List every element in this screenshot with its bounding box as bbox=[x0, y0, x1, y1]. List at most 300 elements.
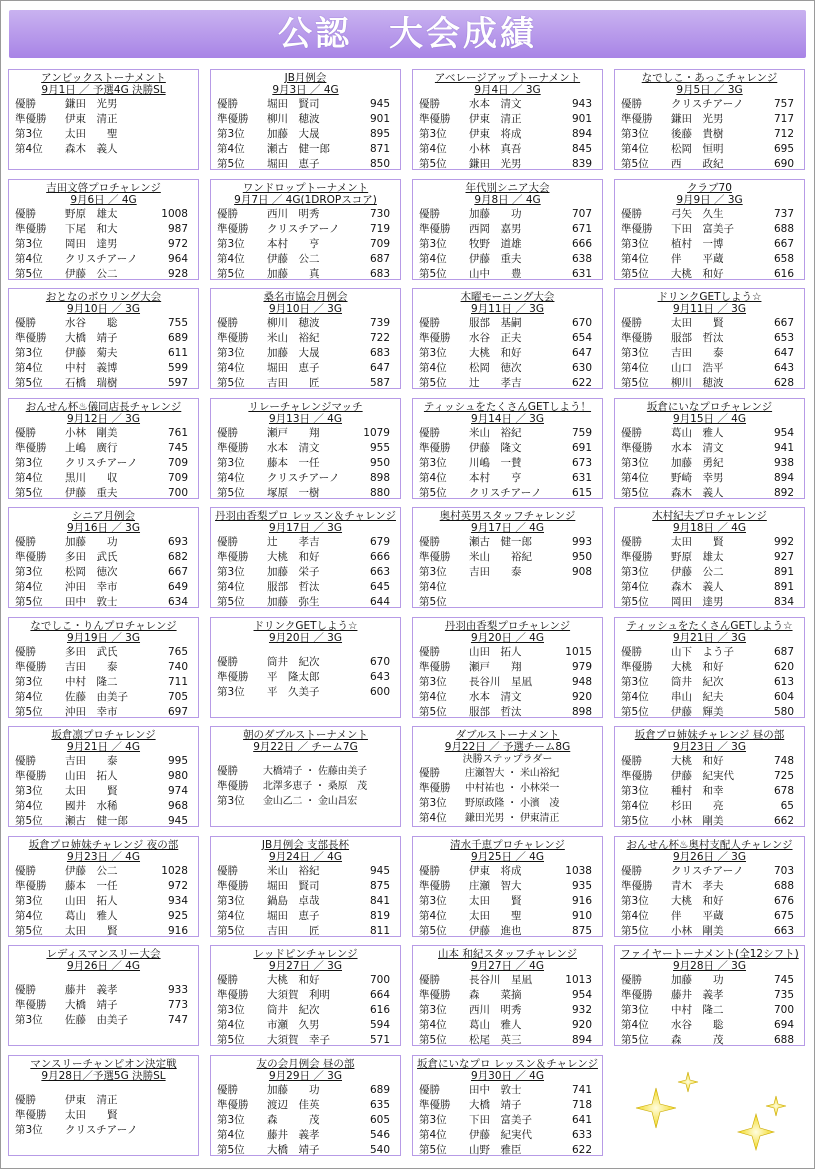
result-row bbox=[413, 346, 602, 361]
result-player: 植村 一博 bbox=[671, 238, 724, 250]
result-player: 堀田 恵子 bbox=[267, 362, 320, 374]
result-score: 935 bbox=[571, 880, 592, 892]
tournament-card bbox=[8, 507, 199, 608]
result-rank: 準優勝 bbox=[15, 223, 47, 235]
tournament-name: なでしこ・りんプロチャレンジ bbox=[30, 620, 177, 632]
result-row bbox=[211, 595, 400, 608]
result-player: 田中 敦士 bbox=[469, 1084, 522, 1096]
result-player: 伊藤 紀実代 bbox=[671, 770, 734, 782]
tournament-date: 9月16日 ／ 3G bbox=[66, 522, 141, 534]
result-rank: 第5位 bbox=[621, 158, 649, 170]
tournament-name: おとなのボウリング大会 bbox=[45, 291, 162, 303]
result-rank: 優勝 bbox=[419, 208, 440, 220]
result-player: 瀬戸 翔 bbox=[267, 427, 320, 439]
result-rank: 優勝 bbox=[15, 536, 36, 548]
result-score: 894 bbox=[571, 1034, 592, 1046]
result-rank: 準優勝 bbox=[15, 113, 47, 125]
tournament-date: 9月5日 ／ 3G bbox=[676, 84, 743, 96]
result-rank: 優勝 bbox=[621, 865, 642, 877]
result-score: 819 bbox=[369, 910, 390, 922]
result-row bbox=[615, 580, 804, 595]
result-rank: 第4位 bbox=[15, 581, 43, 593]
result-player: 川嶋 一賛 bbox=[469, 457, 522, 469]
result-rank: 第3位 bbox=[217, 566, 245, 578]
tournament-date: 9月26日 ／ 3G bbox=[672, 851, 747, 863]
result-player: 北澤多恵子 ・ 桑原 茂 bbox=[263, 781, 367, 792]
result-score: 1079 bbox=[363, 427, 390, 439]
result-row bbox=[615, 486, 804, 499]
result-rank: 第5位 bbox=[621, 815, 649, 827]
result-row bbox=[9, 1108, 198, 1123]
tournament-date: 9月14日 ／ 3G bbox=[470, 413, 545, 425]
result-player: 伴 平蔵 bbox=[671, 253, 724, 265]
tournament-name: おんせん杯♨儀同店長チャレンジ bbox=[25, 401, 182, 413]
result-row bbox=[9, 690, 198, 705]
result-rank: 第5位 bbox=[15, 815, 43, 827]
result-player: 鎌田 光男 bbox=[65, 98, 118, 110]
result-player: 加藤 功 bbox=[469, 208, 522, 220]
result-row bbox=[9, 267, 198, 280]
result-rank: 第3位 bbox=[621, 128, 649, 140]
result-rank: 準優勝 bbox=[621, 989, 653, 1001]
result-score: 687 bbox=[773, 646, 794, 658]
tournament-card bbox=[210, 288, 401, 389]
result-score: 740 bbox=[167, 661, 188, 673]
tournament-date: 9月20日 ／ 3G bbox=[268, 632, 343, 644]
result-rank: 第4位 bbox=[621, 691, 649, 703]
result-row bbox=[413, 550, 602, 565]
result-rank: 優勝 bbox=[15, 755, 36, 767]
result-rank: 第3位 bbox=[15, 1014, 43, 1026]
result-row bbox=[211, 456, 400, 471]
result-score: 633 bbox=[571, 1129, 592, 1141]
result-score: 622 bbox=[571, 377, 592, 389]
result-row bbox=[211, 1033, 400, 1046]
result-row bbox=[9, 983, 198, 998]
result-player: 加藤 弥生 bbox=[267, 596, 320, 608]
result-row bbox=[211, 441, 400, 456]
result-player: 串山 紀夫 bbox=[671, 691, 724, 703]
result-row bbox=[413, 1128, 602, 1143]
tournament-card bbox=[210, 69, 401, 170]
result-rank: 第4位 bbox=[621, 472, 649, 484]
result-score: 811 bbox=[369, 925, 390, 937]
result-row bbox=[615, 127, 804, 142]
result-score: 653 bbox=[773, 332, 794, 344]
result-row bbox=[211, 112, 400, 127]
result-player: 山田 拓人 bbox=[65, 895, 118, 907]
result-row bbox=[413, 1083, 602, 1098]
result-player: 中村 隆二 bbox=[671, 1004, 724, 1016]
result-player: 柳川 穂波 bbox=[671, 377, 724, 389]
result-rank: 優勝 bbox=[621, 98, 642, 110]
result-player: 伊藤 公二 bbox=[65, 865, 118, 877]
result-rank: 準優勝 bbox=[621, 223, 653, 235]
result-score: 898 bbox=[369, 472, 390, 484]
result-player: 松岡 徳次 bbox=[65, 566, 118, 578]
tournament-card bbox=[614, 288, 805, 389]
result-row bbox=[615, 1003, 804, 1018]
result-player: 本村 亨 bbox=[469, 472, 522, 484]
result-score: 634 bbox=[167, 596, 188, 608]
result-rank: 第5位 bbox=[419, 925, 447, 937]
result-score: 65 bbox=[780, 800, 794, 812]
result-player: 杉田 亮 bbox=[671, 800, 724, 812]
tournament-card bbox=[8, 398, 199, 499]
result-row bbox=[211, 580, 400, 595]
result-player: 筒井 紀次 bbox=[267, 1004, 320, 1016]
result-player: 大橋靖子 ・ 佐藤由美子 bbox=[263, 766, 367, 777]
result-player: 金山乙二 ・ 金山昌宏 bbox=[263, 796, 358, 807]
tournament-card bbox=[412, 69, 603, 170]
result-score: 678 bbox=[773, 785, 794, 797]
result-row bbox=[615, 361, 804, 376]
result-score: 691 bbox=[571, 442, 592, 454]
tournament-name: 木曜モーニング大会 bbox=[460, 291, 555, 303]
tournament-date: 9月17日 ／ 3G bbox=[268, 522, 343, 534]
result-rank: 準優勝 bbox=[15, 442, 47, 454]
result-row bbox=[9, 909, 198, 924]
result-rank: 第4位 bbox=[419, 472, 447, 484]
result-rank: 優勝 bbox=[15, 208, 36, 220]
result-player: 伊東 清正 bbox=[65, 1094, 118, 1106]
result-row bbox=[615, 784, 804, 799]
result-score: 693 bbox=[167, 536, 188, 548]
result-rank: 第4位 bbox=[217, 1129, 245, 1141]
result-rank: 第3位 bbox=[621, 895, 649, 907]
tournament-name: 坂倉プロ姉妹チャレンジ 夜の部 bbox=[28, 839, 179, 851]
result-score: 580 bbox=[773, 706, 794, 718]
tournament-name: 坂倉凛プロチャレンジ bbox=[51, 729, 156, 741]
result-row bbox=[615, 441, 804, 456]
result-rank: 優勝 bbox=[217, 536, 238, 548]
result-rank: 第3位 bbox=[419, 797, 447, 809]
result-rank: 準優勝 bbox=[15, 880, 47, 892]
result-score: 920 bbox=[571, 691, 592, 703]
result-rank: 準優勝 bbox=[419, 880, 451, 892]
result-player: 松岡 徳次 bbox=[469, 362, 522, 374]
result-rank: 第5位 bbox=[621, 706, 649, 718]
tournament-name: おんせん杯♨奥村支配人チャレンジ bbox=[626, 839, 793, 851]
tournament-card bbox=[412, 1055, 603, 1156]
result-player: 加藤 功 bbox=[671, 974, 724, 986]
result-score: 894 bbox=[773, 472, 794, 484]
result-score: 697 bbox=[167, 706, 188, 718]
result-rank: 優勝 bbox=[217, 974, 238, 986]
result-rank: 準優勝 bbox=[217, 223, 249, 235]
tournament-card bbox=[412, 507, 603, 608]
tournament-date: 9月23日 ／ 3G bbox=[672, 741, 747, 753]
result-player: 鍋島 卓哉 bbox=[267, 895, 320, 907]
tournament-date: 9月3日 ／ 4G bbox=[272, 84, 339, 96]
result-player: 長谷川 星凪 bbox=[469, 676, 532, 688]
result-player: 西川 明秀 bbox=[267, 208, 320, 220]
result-player: 藤本 一任 bbox=[65, 880, 118, 892]
result-rank: 優勝 bbox=[621, 317, 642, 329]
result-row bbox=[615, 645, 804, 660]
result-rank: 第4位 bbox=[419, 581, 447, 593]
result-rank: 第4位 bbox=[15, 910, 43, 922]
result-player: 瀬古 健一郎 bbox=[65, 815, 128, 827]
result-score: 620 bbox=[773, 661, 794, 673]
result-row bbox=[9, 535, 198, 550]
result-player: 庄瀬 智大 bbox=[469, 880, 522, 892]
result-player: 小林 剛美 bbox=[65, 427, 118, 439]
tournament-card bbox=[614, 69, 805, 170]
result-player: 小林 真吾 bbox=[469, 143, 522, 155]
result-rank: 第4位 bbox=[621, 362, 649, 374]
result-player: 松尾 英三 bbox=[469, 1034, 522, 1046]
result-row bbox=[413, 441, 602, 456]
result-player: 國井 水稀 bbox=[65, 800, 118, 812]
result-player: 伊藤 進也 bbox=[469, 925, 522, 937]
tournament-name: 友の会月例会 昼の部 bbox=[256, 1058, 355, 1070]
result-row bbox=[615, 316, 804, 331]
result-row bbox=[211, 535, 400, 550]
result-player: 葛山 雅人 bbox=[671, 427, 724, 439]
result-rank: 優勝 bbox=[217, 317, 238, 329]
tournament-name: アンビックストーナメント bbox=[41, 72, 166, 84]
result-row bbox=[413, 660, 602, 675]
result-row bbox=[9, 550, 198, 565]
result-player: 佐藤 由美子 bbox=[65, 691, 128, 703]
result-player: 瀬戸 翔 bbox=[469, 661, 522, 673]
result-score: 628 bbox=[773, 377, 794, 389]
result-row bbox=[413, 252, 602, 267]
result-row bbox=[615, 207, 804, 222]
result-row bbox=[9, 879, 198, 894]
result-rank: 準優勝 bbox=[419, 442, 451, 454]
tournament-card bbox=[210, 617, 401, 718]
result-score: 898 bbox=[571, 706, 592, 718]
result-score: 748 bbox=[773, 755, 794, 767]
result-row bbox=[413, 456, 602, 471]
result-row bbox=[615, 814, 804, 827]
result-player: 堀田 恵子 bbox=[267, 910, 320, 922]
result-player: クリスチアーノ bbox=[267, 223, 340, 235]
result-player: 黒川 収 bbox=[65, 472, 118, 484]
result-row bbox=[413, 426, 602, 441]
result-rank: 準優勝 bbox=[621, 880, 653, 892]
result-player: 太田 賢 bbox=[671, 317, 724, 329]
result-rank: 第3位 bbox=[621, 1004, 649, 1016]
result-rank: 第4位 bbox=[621, 800, 649, 812]
result-row bbox=[9, 784, 198, 799]
tournament-card bbox=[614, 179, 805, 280]
result-row bbox=[413, 909, 602, 924]
result-player: 加藤 大晟 bbox=[267, 128, 320, 140]
result-row bbox=[413, 237, 602, 252]
result-score: 594 bbox=[369, 1019, 390, 1031]
result-rank: 第5位 bbox=[15, 925, 43, 937]
result-player: 本村 亨 bbox=[267, 238, 320, 250]
result-row bbox=[211, 909, 400, 924]
result-player: 多田 武氏 bbox=[65, 551, 118, 563]
result-rank: 優勝 bbox=[217, 765, 238, 777]
result-score: 700 bbox=[369, 974, 390, 986]
result-row bbox=[413, 1113, 602, 1128]
result-player: 伊東 将成 bbox=[469, 128, 522, 140]
result-rank: 優勝 bbox=[15, 98, 36, 110]
result-row bbox=[9, 645, 198, 660]
result-rank: 第5位 bbox=[217, 925, 245, 937]
result-rank: 第3位 bbox=[419, 1114, 447, 1126]
tournament-card bbox=[8, 179, 199, 280]
result-row bbox=[211, 794, 400, 809]
result-rank: 優勝 bbox=[621, 427, 642, 439]
tournament-name: JB月例会 bbox=[284, 72, 327, 84]
tournament-date: 9月22日 ／ 予選チーム8G bbox=[444, 741, 571, 753]
result-score: 719 bbox=[369, 223, 390, 235]
result-rank: 第3位 bbox=[217, 895, 245, 907]
tournament-name: 朝のダブルストーナメント bbox=[243, 729, 368, 741]
tournament-date: 9月30日 ／ 4G bbox=[470, 1070, 545, 1082]
result-player: 大橋 靖子 bbox=[267, 1144, 320, 1156]
result-rank: 第4位 bbox=[217, 143, 245, 155]
tournament-name: 木村紀夫プロチャレンジ bbox=[652, 510, 767, 522]
result-score: 901 bbox=[369, 113, 390, 125]
result-score: 689 bbox=[369, 1084, 390, 1096]
tournament-card bbox=[8, 288, 199, 389]
tournament-date: 9月26日 ／ 4G bbox=[66, 960, 141, 972]
page-title: 公認 大会成績 bbox=[9, 10, 806, 58]
result-row bbox=[413, 565, 602, 580]
result-row bbox=[211, 924, 400, 937]
result-row bbox=[9, 894, 198, 909]
result-rank: 第3位 bbox=[621, 457, 649, 469]
result-rank: 第3位 bbox=[419, 566, 447, 578]
result-row bbox=[9, 112, 198, 127]
result-rank: 準優勝 bbox=[419, 989, 451, 1001]
result-player: 服部 哲汰 bbox=[267, 581, 320, 593]
result-score: 711 bbox=[167, 676, 188, 688]
result-row bbox=[9, 127, 198, 142]
result-row bbox=[413, 331, 602, 346]
tournament-name: ティッシュをたくさんGETしよう☆ bbox=[626, 620, 793, 632]
tournament-name: 坂倉プロ姉妹チャレンジ 昼の部 bbox=[634, 729, 785, 741]
result-row bbox=[9, 1093, 198, 1108]
tournament-date: 9月27日 ／ 3G bbox=[268, 960, 343, 972]
result-player: 沖田 幸市 bbox=[65, 706, 118, 718]
result-rank: 第4位 bbox=[621, 253, 649, 265]
result-row bbox=[9, 361, 198, 376]
result-rank: 第3位 bbox=[419, 128, 447, 140]
result-player: 太田 賢 bbox=[65, 785, 118, 797]
result-score: 644 bbox=[369, 596, 390, 608]
result-player: 野原 雄太 bbox=[65, 208, 118, 220]
result-rank: 第3位 bbox=[15, 895, 43, 907]
result-row bbox=[9, 799, 198, 814]
result-player: 大桃 和好 bbox=[671, 895, 724, 907]
result-player: クリスチアーノ bbox=[671, 98, 744, 110]
tournament-note: 決勝ステップラダー bbox=[462, 754, 553, 765]
result-player: 太田 賢 bbox=[65, 925, 118, 937]
tournament-date: 9月15日 ／ 4G bbox=[672, 413, 747, 425]
result-player: 藤井 義孝 bbox=[671, 989, 724, 1001]
result-rank: 第5位 bbox=[15, 377, 43, 389]
result-player: 山田 拓人 bbox=[65, 770, 118, 782]
result-player: 堀田 賢司 bbox=[267, 98, 320, 110]
result-player: 吉田 泰 bbox=[469, 566, 522, 578]
result-rank: 第5位 bbox=[15, 268, 43, 280]
result-score: 631 bbox=[571, 472, 592, 484]
tournament-date: 9月22日 ／ チーム7G bbox=[253, 741, 358, 753]
result-rank: 第5位 bbox=[217, 487, 245, 499]
result-score: 675 bbox=[773, 910, 794, 922]
tournament-name: なでしこ・あっこチャレンジ bbox=[641, 72, 778, 84]
result-rank: 優勝 bbox=[217, 427, 238, 439]
result-score: 663 bbox=[369, 566, 390, 578]
result-rank: 第3位 bbox=[621, 676, 649, 688]
result-player: 伊東 清正 bbox=[65, 113, 118, 125]
result-row bbox=[413, 690, 602, 705]
result-score: 571 bbox=[369, 1034, 390, 1046]
result-score: 934 bbox=[167, 895, 188, 907]
result-rank: 第5位 bbox=[217, 596, 245, 608]
result-score: 599 bbox=[167, 362, 188, 374]
result-player: 太田 賢 bbox=[671, 536, 724, 548]
result-score: 974 bbox=[167, 785, 188, 797]
result-rank: 第5位 bbox=[217, 377, 245, 389]
result-player: 米山 裕紀 bbox=[267, 332, 320, 344]
result-row bbox=[211, 267, 400, 280]
tournament-card bbox=[8, 945, 199, 1046]
result-rank: 第5位 bbox=[621, 925, 649, 937]
result-score: 972 bbox=[167, 238, 188, 250]
result-row bbox=[615, 550, 804, 565]
tournament-date: 9月28日／予選5G 決勝SL bbox=[41, 1070, 166, 1082]
result-row bbox=[9, 426, 198, 441]
result-row bbox=[211, 1128, 400, 1143]
result-player: 沖田 幸市 bbox=[65, 581, 118, 593]
result-row bbox=[211, 550, 400, 565]
result-row bbox=[211, 973, 400, 988]
result-row bbox=[9, 814, 198, 827]
result-rank: 第5位 bbox=[419, 596, 447, 608]
result-score: 955 bbox=[369, 442, 390, 454]
result-score: 945 bbox=[167, 815, 188, 827]
result-player: 筒井 紀次 bbox=[267, 656, 320, 668]
result-row bbox=[413, 535, 602, 550]
result-player: 伊藤 菊夫 bbox=[65, 347, 118, 359]
result-rank: 準優勝 bbox=[419, 332, 451, 344]
result-row bbox=[413, 1003, 602, 1018]
result-score: 694 bbox=[773, 1019, 794, 1031]
result-row bbox=[413, 486, 602, 499]
result-score: 705 bbox=[167, 691, 188, 703]
tournament-name: リレーチャレンジマッチ bbox=[248, 401, 363, 413]
result-player: 水本 清文 bbox=[671, 442, 724, 454]
result-rank: 準優勝 bbox=[419, 661, 451, 673]
tournament-card bbox=[614, 507, 805, 608]
result-player: 西岡 嘉男 bbox=[469, 223, 522, 235]
result-player: 太田 賢 bbox=[469, 895, 522, 907]
result-rank: 優勝 bbox=[217, 208, 238, 220]
result-rank: 第5位 bbox=[15, 487, 43, 499]
result-player: 吉田 泰 bbox=[65, 755, 118, 767]
result-rank: 準優勝 bbox=[621, 551, 653, 563]
result-score: 932 bbox=[571, 1004, 592, 1016]
result-player: クリスチアーノ bbox=[65, 1124, 138, 1136]
result-player: 野原政隆 ・ 小濱 凌 bbox=[465, 798, 560, 809]
result-score: 587 bbox=[369, 377, 390, 389]
result-rank: 第4位 bbox=[217, 472, 245, 484]
result-player: 上嶋 廣行 bbox=[65, 442, 118, 454]
result-score: 622 bbox=[571, 1144, 592, 1156]
tournament-date: 9月29日 ／ 3G bbox=[268, 1070, 343, 1082]
result-player: 葛山 雅人 bbox=[469, 1019, 522, 1031]
result-player: 種村 和幸 bbox=[671, 785, 724, 797]
